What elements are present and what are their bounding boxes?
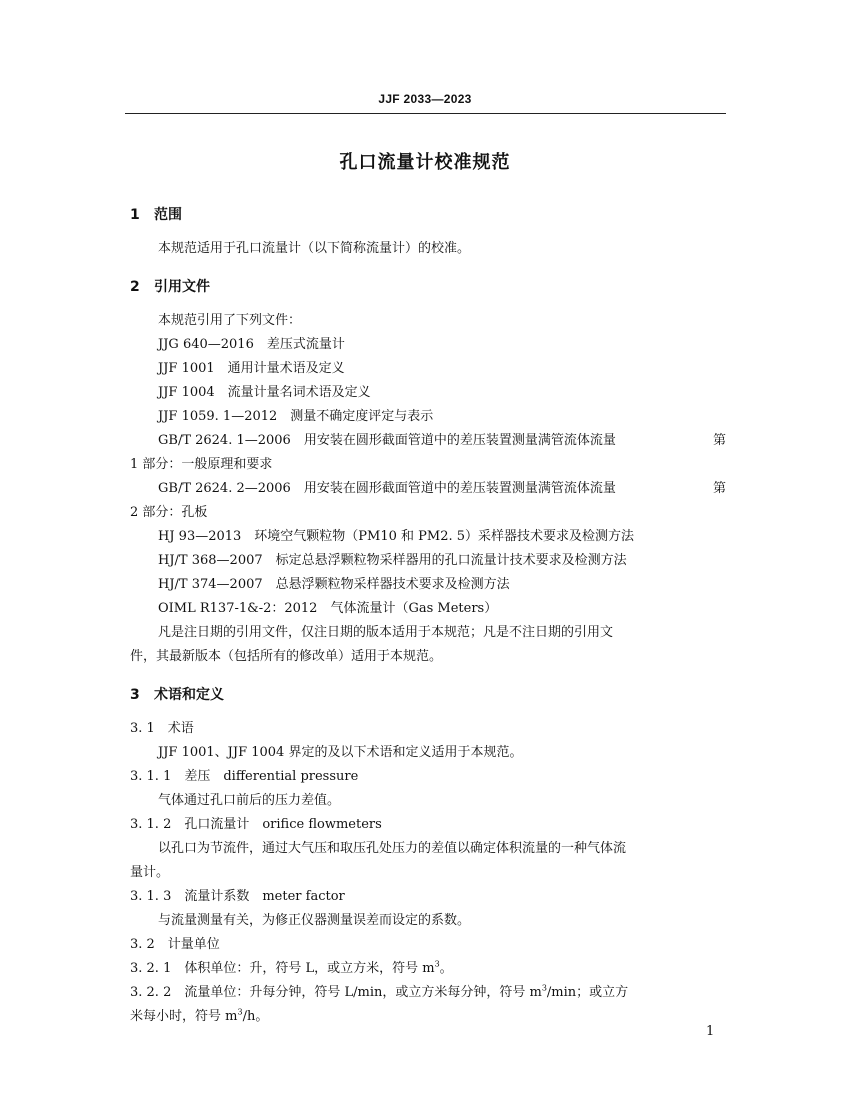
reference-text: GB/T 2624. 1—2006 用安装在圆形截面管道中的差压装置测量满管流体流量 [158,433,616,448]
section-2-heading [130,275,726,299]
superscript: 3 [434,959,440,969]
unit-volume [130,957,726,981]
unit-volume-end: 。 [439,961,453,976]
unit-flow-cont-text: 米每小时，符号 m [130,1009,238,1024]
reference-item: JJG 640—2016 差压式流量计 [158,337,345,352]
subsection-3-2: 3. 2 计量单位 [130,937,220,952]
reference-item: HJ/T 374—2007 总悬浮颗粒物采样器技术要求及检测方法 [158,577,510,592]
reference-item: HJ 93—2013 环境空气颗粒物（PM10 和 PM2. 5）采样器技术要求及检测方法 [158,529,635,544]
term-3-1-2-definition-continuation: 量计。 [130,865,170,880]
references-intro: 本规范引用了下列文件： [158,313,302,328]
references-note: 凡是注日期的引用文件，仅注日期的版本适用于本规范；凡是不注日期的引用文 [158,625,614,640]
document-body [130,203,726,1029]
unit-flow-text-mid: /min；或立方 [546,985,629,1000]
reference-text: GB/T 2624. 2—2006 用安装在圆形截面管道中的差压装置测量满管流体流量 [158,481,616,496]
reference-item-gb2 [130,477,726,501]
document-title: 孔口流量计校准规范 [339,152,511,173]
term-3-1-3-definition: 与流量测量有关，为修正仪器测量误差而设定的系数。 [158,913,471,928]
scope-text: 本规范适用于孔口流量计（以下简称流量计）的校准。 [158,241,471,256]
reference-item: JJF 1004 流量计量名词术语及定义 [158,385,371,400]
reference-item: HJ/T 368—2007 标定总悬浮颗粒物采样器用的孔口流量计技术要求及检测方法 [158,553,627,568]
term-3-1-2-definition: 以孔口为节流件，通过大气压和取压孔处压力的差值以确定体积流量的一种气体流 [158,841,627,856]
subsection-3-1: 3. 1 术语 [130,721,194,736]
subsection-3-1-text: JJF 1001、JJF 1004 界定的及以下术语和定义适用于本规范。 [158,745,523,760]
section-title: 引用文件 [154,279,210,295]
reference-continuation: 2 部分：孔板 [130,505,208,520]
reference-text-end: 第 [712,433,726,448]
unit-flow-cont-end: /h。 [242,1009,269,1024]
superscript: 3 [237,1007,243,1017]
term-3-1-2: 3. 1. 2 孔口流量计 orifice flowmeters [130,817,382,832]
header-divider [125,113,726,114]
reference-item-gb1 [130,429,726,453]
section-number: 3 [130,687,140,703]
unit-flow [130,981,726,1005]
term-3-1-1: 3. 1. 1 差压 differential pressure [130,769,359,784]
unit-flow-continuation [130,1005,726,1029]
term-3-1-1-definition: 气体通过孔口前后的压力差值。 [158,793,341,808]
unit-flow-text: 3. 2. 2 流量单位：升每分钟，符号 L/min，或立方米每分钟，符号 m [130,985,542,1000]
section-number: 1 [130,207,140,223]
reference-item: OIML R137-1&-2：2012 气体流量计（Gas Meters） [158,601,498,616]
unit-volume-text: 3. 2. 1 体积单位：升，符号 L，或立方米，符号 m [130,961,435,976]
page-number: 1 [706,1024,715,1039]
reference-item: JJF 1059. 1—2012 测量不确定度评定与表示 [158,409,434,424]
reference-continuation: 1 部分：一般原理和要求 [130,457,273,472]
section-title: 范围 [154,207,182,223]
reference-item: JJF 1001 通用计量术语及定义 [158,361,345,376]
section-number: 2 [130,279,140,295]
section-1-heading [130,203,726,227]
references-note-continuation: 件，其最新版本（包括所有的修改单）适用于本规范。 [130,649,443,664]
section-title: 术语和定义 [154,687,224,703]
section-3-heading [130,683,726,707]
document-code-header: JJF 2033—2023 [378,92,472,106]
reference-text-end: 第 [712,481,726,496]
term-3-1-3: 3. 1. 3 流量计系数 meter factor [130,889,345,904]
superscript: 3 [541,983,547,993]
